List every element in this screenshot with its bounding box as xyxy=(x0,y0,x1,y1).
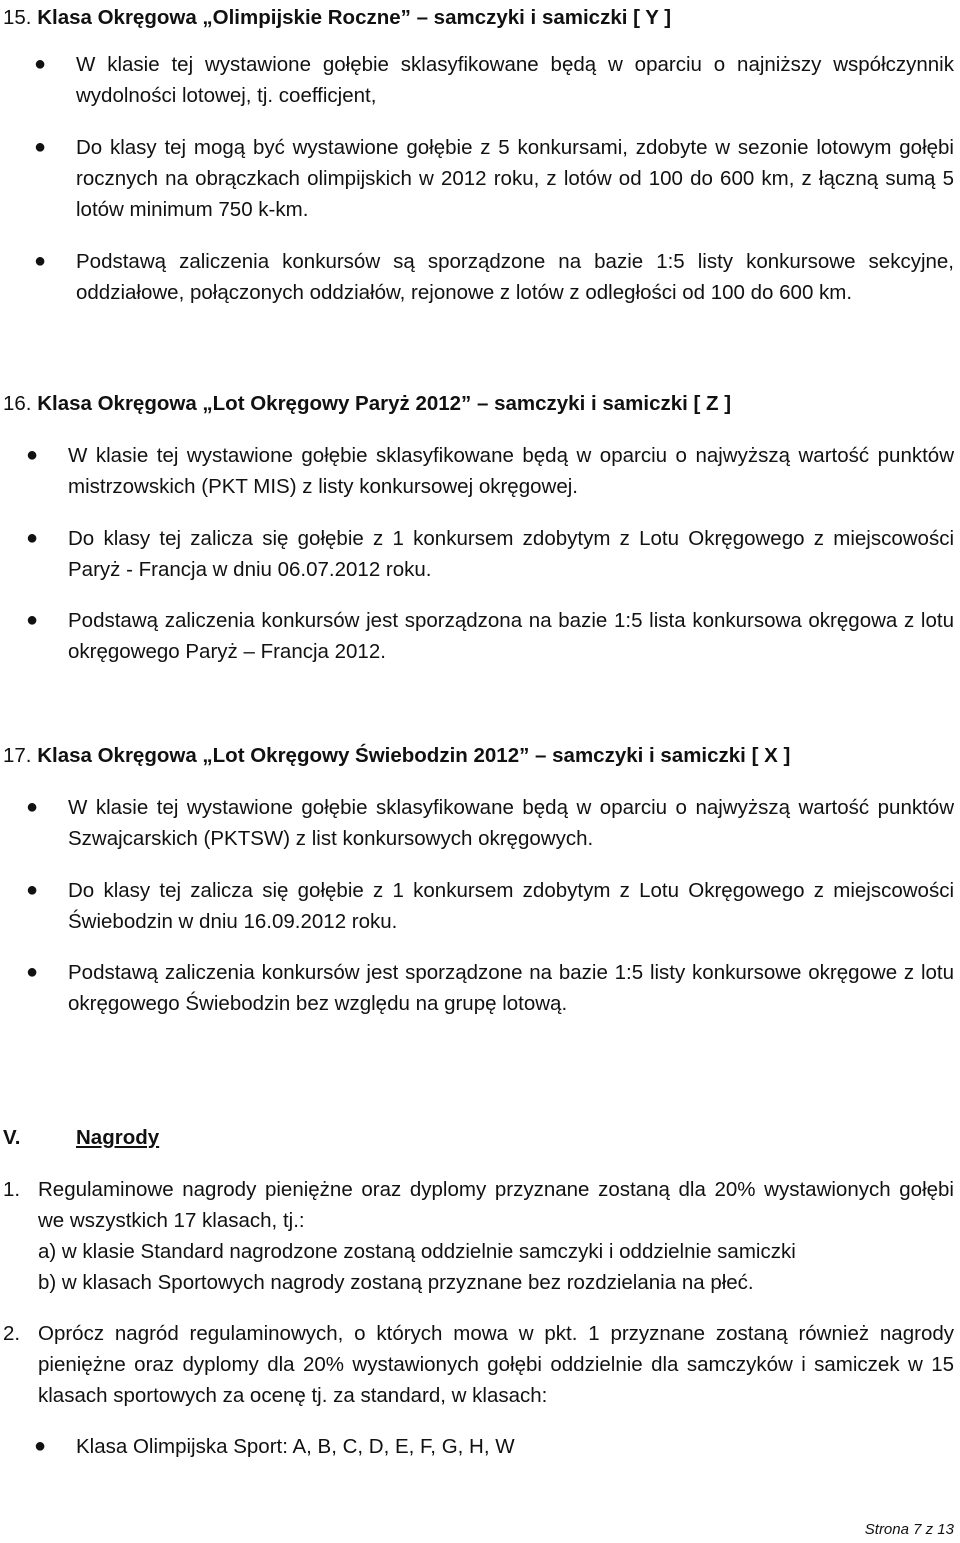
bullet-text: Klasa Olimpijska Sport: A, B, C, D, E, F, G, H, W xyxy=(76,1435,515,1458)
bullet-text: Do klasy tej zalicza się gołębie z 1 konkursem zdobytym z Lotu Okręgowego z miejscowości Paryż - Francja w dniu 06.07.2012 roku. xyxy=(68,527,954,581)
point-number: 1. xyxy=(3,1178,21,1201)
bullet-icon: ● xyxy=(34,136,47,158)
bullet-icon: ● xyxy=(26,796,39,818)
bullet-text: Podstawą zaliczenia konkursów są sporządzone na bazie 1:5 listy konkursowe sekcyjne, oddziałowe, połączonych oddziałów, rejonowe z lotów z odległości od 100 do 600 km. xyxy=(76,250,954,304)
list-item xyxy=(34,246,954,308)
point-text: Oprócz nagród regulaminowych, o których mowa w pkt. 1 przyznane zostaną również nagrody pieniężne oraz dyplomy dla 20% wystawionych gołębi oddzielnie dla samczyków i samiczek w 15 klasach sportowych za ocenę tj. za standard, w klasach: xyxy=(38,1322,954,1407)
section-number: 16. xyxy=(3,392,32,415)
section-15-heading xyxy=(3,2,671,33)
sub-item-a: a) w klasie Standard nagrodzone zostaną oddzielnie samczyki i oddzielnie samiczki xyxy=(38,1240,796,1263)
bullet-text: Do klasy tej mogą być wystawione gołębie z 5 konkursami, zdobyte w sezonie lotowym gołębi rocznych na obrączkach olimpijskich w 2012 roku, z lotów od 100 do 600 km, z łączną sumą 5 lotów minimum 750 k-km. xyxy=(76,136,954,221)
bullet-icon: ● xyxy=(34,250,47,272)
section-17-heading xyxy=(3,740,790,771)
bullet-text: Do klasy tej zalicza się gołębie z 1 konkursem zdobytym z Lotu Okręgowego z miejscowości Świebodzin w dniu 16.09.2012 roku. xyxy=(68,879,954,933)
list-item xyxy=(34,1431,954,1462)
list-item xyxy=(26,440,954,502)
bullet-text: W klasie tej wystawione gołębie sklasyfikowane będą w oparciu o najwyższą wartość punktów Szwajcarskich (PKTSW) z list konkursowych okręgowych. xyxy=(68,796,954,850)
bullet-text: W klasie tej wystawione gołębie sklasyfikowane będą w oparciu o najniższy współczynnik wydolności lotowej, tj. coefficjent, xyxy=(76,53,954,107)
chapter-heading xyxy=(3,1122,160,1153)
chapter-title: Nagrody xyxy=(76,1126,160,1149)
list-item xyxy=(26,792,954,854)
section-title: Klasa Okręgowa „Lot Okręgowy Paryż 2012” – samczyki i samiczki [ Z ] xyxy=(37,392,732,415)
bullet-icon: ● xyxy=(26,527,39,549)
bullet-text: Podstawą zaliczenia konkursów jest sporządzona na bazie 1:5 lista konkursowa okręgowa z lotu okręgowego Paryż – Francja 2012. xyxy=(68,609,954,663)
section-number: 15. xyxy=(3,6,32,29)
chapter-number: V. xyxy=(3,1126,21,1149)
bullet-icon: ● xyxy=(34,53,47,75)
list-item xyxy=(26,957,954,1019)
bullet-icon: ● xyxy=(26,444,39,466)
bullet-icon: ● xyxy=(26,961,39,983)
section-title: Klasa Okręgowa „Lot Okręgowy Świebodzin 2012” – samczyki i samiczki [ X ] xyxy=(37,744,791,767)
point-text: Regulaminowe nagrody pieniężne oraz dyplomy przyznane zostaną dla 20% wystawionych gołębi we wszystkich 17 klasach, tj.: xyxy=(38,1178,954,1232)
bullet-icon: ● xyxy=(26,879,39,901)
point-number: 2. xyxy=(3,1322,21,1345)
numbered-point-2 xyxy=(3,1318,954,1411)
list-item xyxy=(34,49,954,111)
list-item xyxy=(26,605,954,667)
numbered-point-1 xyxy=(3,1174,954,1298)
bullet-text: Podstawą zaliczenia konkursów jest sporządzone na bazie 1:5 listy konkursowe okręgowe z lotu okręgowego Świebodzin bez względu na grupę lotową. xyxy=(68,961,954,1015)
page-number: Strona 7 z 13 xyxy=(864,1521,954,1538)
bullet-icon: ● xyxy=(34,1435,47,1457)
list-item xyxy=(34,132,954,225)
bullet-text: W klasie tej wystawione gołębie sklasyfikowane będą w oparciu o najwyższą wartość punktów mistrzowskich (PKT MIS) z listy konkursowej okręgowej. xyxy=(68,444,954,498)
section-title: Klasa Okręgowa „Olimpijskie Roczne” – samczyki i samiczki [ Y ] xyxy=(37,6,672,29)
sub-item-b: b) w klasach Sportowych nagrody zostaną przyznane bez rozdzielania na płeć. xyxy=(38,1271,754,1294)
section-number: 17. xyxy=(3,744,32,767)
bullet-icon: ● xyxy=(26,609,39,631)
list-item xyxy=(26,875,954,937)
list-item xyxy=(26,523,954,585)
section-16-heading xyxy=(3,388,731,419)
